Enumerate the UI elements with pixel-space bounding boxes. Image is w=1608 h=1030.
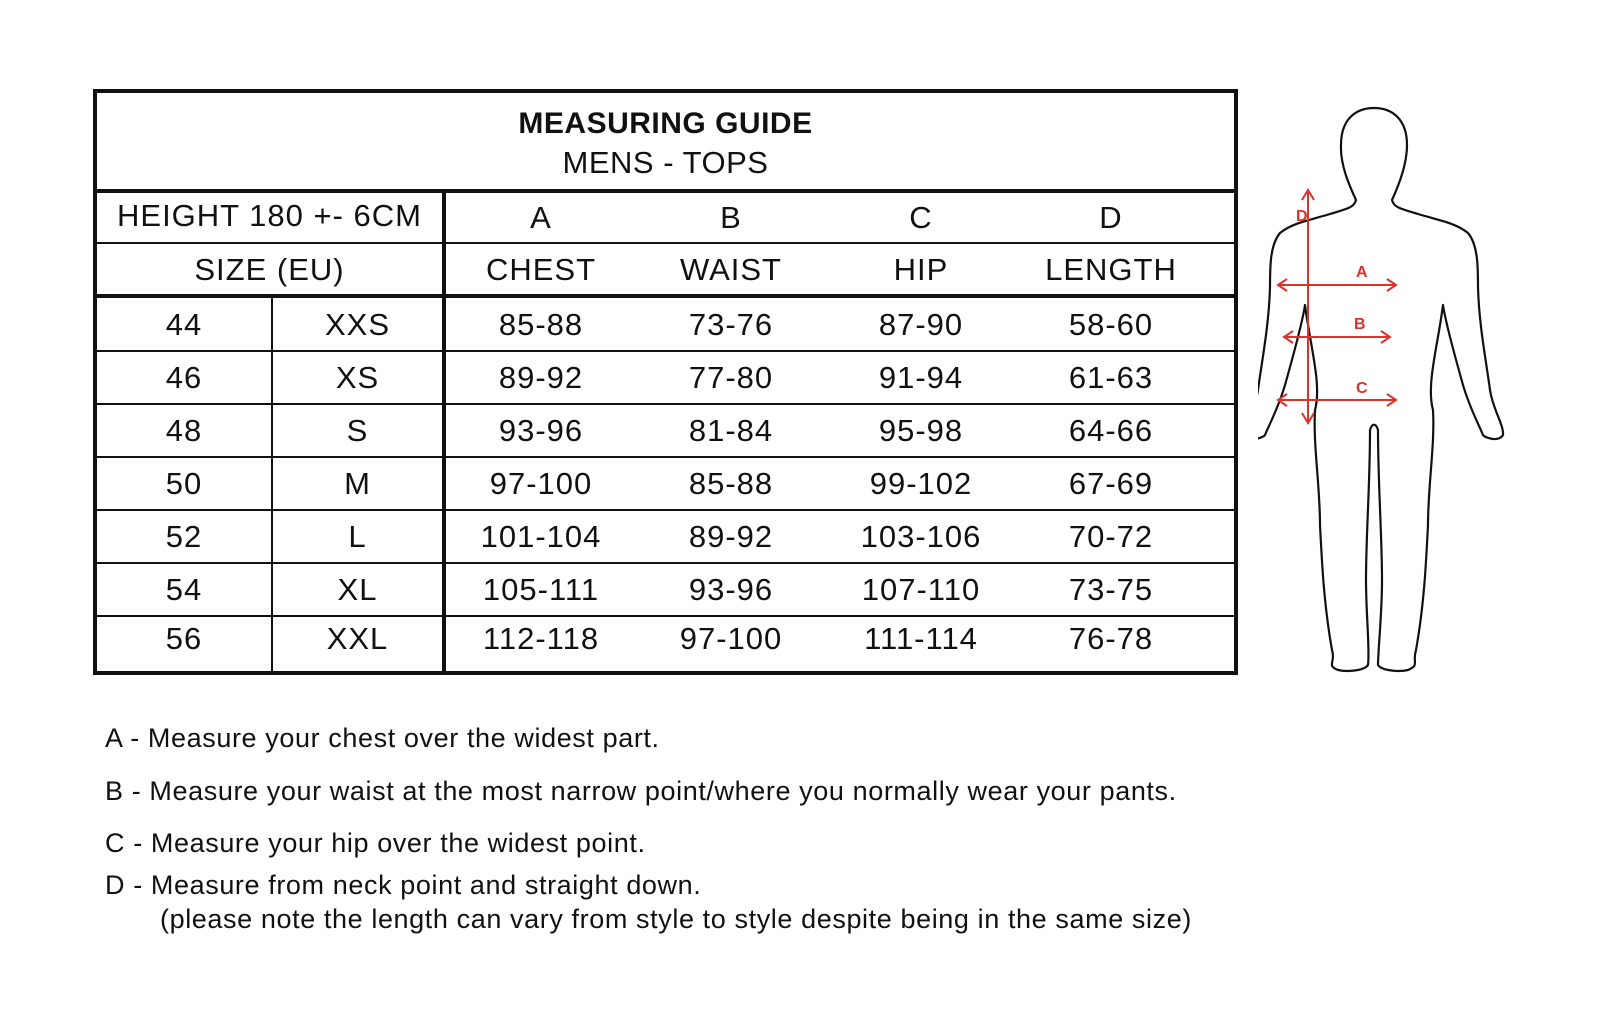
cell-chest: 105-111 [482,571,600,607]
body-outline [1258,108,1503,671]
row-divider [97,350,1234,352]
note-d-disclaimer: (please note the length can vary from style to style despite being in the same size) [160,904,1192,934]
measurement-markers [1278,190,1396,423]
measuring-guide-table [93,89,1238,675]
cell-length: 61-63 [1068,359,1154,395]
cell-waist: 89-92 [688,518,774,554]
header-divider [97,242,1234,244]
cell-length: 58-60 [1068,306,1154,342]
note-a: A - Measure your chest over the widest part. [105,723,660,753]
cell-hip: 111-114 [864,620,978,656]
cell-eu: 44 [165,306,203,342]
note-b: B - Measure your waist at the most narrow point/where you normally wear your pants. [105,776,1177,806]
body-measurement-figure [1258,105,1513,695]
note-c: C - Measure your hip over the widest point. [105,828,646,858]
cell-length: 76-78 [1068,620,1154,656]
cell-eu: 50 [165,465,203,501]
table-title: MEASURING GUIDE [518,107,813,140]
cell-chest: 89-92 [498,359,584,395]
column-letter-d: D [1099,199,1123,235]
cell-size: M [344,465,371,501]
column-name-waist: WAIST [679,252,782,287]
cell-eu: 52 [165,518,203,554]
column-name-chest: CHEST [485,252,597,287]
column-name-length: LENGTH [1045,252,1177,287]
cell-size: XXL [326,620,389,656]
cell-eu: 56 [165,620,203,656]
cell-chest: 93-96 [498,412,584,448]
cell-waist: 93-96 [688,571,774,607]
cell-size: XL [337,571,378,607]
figure-label-b: B [1354,316,1366,333]
cell-chest: 85-88 [498,306,584,342]
cell-size: S [346,412,369,448]
cell-size: XXS [324,306,391,342]
cell-hip: 95-98 [878,412,964,448]
height-label: HEIGHT 180 +- 6CM [117,197,422,233]
cell-chest: 112-118 [482,620,600,656]
cell-chest: 101-104 [480,518,602,554]
figure-label-a: A [1356,264,1368,281]
cell-hip: 103-106 [860,518,982,554]
header-bottom-border [97,294,1234,298]
eu-column-divider [271,298,273,671]
cell-hip: 107-110 [861,571,981,607]
cell-length: 64-66 [1068,412,1154,448]
figure-label-c: C [1356,380,1368,397]
cell-waist: 85-88 [688,465,774,501]
cell-length: 67-69 [1068,465,1154,501]
cell-size: XS [335,359,380,395]
cell-size: L [348,518,367,554]
cell-waist: 77-80 [688,359,774,395]
size-column-divider [442,189,446,671]
column-letter-a: A [530,199,552,235]
cell-eu: 54 [165,571,203,607]
cell-hip: 91-94 [878,359,964,395]
size-label: SIZE (EU) [194,252,345,287]
row-divider [97,509,1234,511]
cell-waist: 81-84 [688,412,774,448]
column-letter-b: B [720,199,742,235]
row-divider [97,615,1234,617]
figure-label-d: D [1296,208,1308,225]
table-title-block [97,93,1234,193]
cell-waist: 97-100 [679,620,783,656]
column-name-hip: HIP [893,252,949,287]
cell-waist: 73-76 [688,306,774,342]
cell-hip: 99-102 [869,465,973,501]
row-divider [97,562,1234,564]
table-subtitle: MENS - TOPS [562,145,769,180]
row-divider [97,456,1234,458]
cell-eu: 46 [165,359,203,395]
cell-eu: 48 [165,412,203,448]
cell-hip: 87-90 [878,306,964,342]
cell-chest: 97-100 [489,465,593,501]
row-divider [97,403,1234,405]
note-d: D - Measure from neck point and straight down. [105,870,702,900]
cell-length: 70-72 [1068,518,1154,554]
column-letter-c: C [909,199,933,235]
cell-length: 73-75 [1068,571,1154,607]
